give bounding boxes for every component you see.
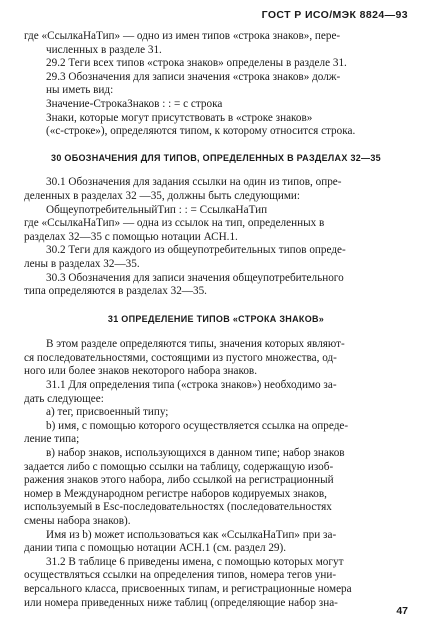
text-line: лены в разделах 32—35. [24,257,140,270]
page-number: 47 [396,605,408,617]
text-line: 29.2 Теги всех типов «строка знаков» определены в разделе 31. [46,57,347,70]
text-line: ражения знаков этого набора, либо ссылкой на регистрационный [24,474,334,487]
text-line: где «СсылкаНаТип» — одна из ссылок на тип, определенных в [24,217,325,230]
text-line: деленных в разделах 32 —35, должны быть следующими: [24,189,301,202]
text-line: Значение-СтрокаЗнаков : : = с строка [46,97,223,110]
text-line: осуществляться ссылки на определения типов, номера тегов уни- [24,569,337,582]
text-line: номер в Международном регистре наборов кодируемых знаков, [24,487,327,500]
text-line: версального класса, присвоенных типам, и регистрационные номера [24,582,352,595]
text-line: 31.2 В таблице 6 приведены имена, с помощью которых могут [46,555,344,568]
text-line: используемый в Esc-последовательностях (последовательностях [24,501,332,514]
section-31-heading: 31 ОПРЕДЕЛЕНИЕ ТИПОВ «СТРОКА ЗНАКОВ» [107,313,325,324]
text-line: («с-строке»), определяются типом, к которому относится строка. [46,125,356,138]
text-line: или номера приведенных ниже таблиц (определяющие набор зна- [24,596,338,609]
list-item: а) тег, присвоенный типу; [46,406,169,419]
text-line: Знаки, которые могут присутствовать в «строке знаков» [46,111,313,124]
text-line: ны иметь вид: [46,84,114,97]
text-line: смены набора знаков). [24,515,131,527]
list-item: b) имя, с помощью которого осуществляется ссылка на опреде- [46,419,349,432]
text-line: 30.1 Обозначения для задания ссылки на один из типов, опре- [46,176,342,189]
text-line: численных в разделе 31. [46,43,162,56]
text-line: ОбщеупотребительныйТип : : = СсылкаНаТип [46,203,268,216]
text-line: В этом разделе определяются типы, значения которых являют- [46,338,345,351]
text-line: дать следующее: [24,392,104,405]
list-item: в) набор знаков, использующихся в данном типе; набор знаков [46,447,345,460]
text-line: типа определяются в разделах 32—35. [24,285,207,298]
text-line: ление типа; [24,433,80,446]
text-line: ного или более знаков некоторого набора знаков. [24,365,257,378]
text-line: Имя из b) может использоваться как «СсылкаНаТип» при за- [46,528,337,541]
text-line: разделах 32—35 с помощью нотации АСН.1. [24,230,238,243]
standard-header: ГОСТ Р ИСО/МЭК 8824—93 [261,9,408,21]
text-line: где «СсылкаНаТип» — одно из имен типов «строка знаков», пере- [24,30,341,42]
text-line: 30.2 Теги для каждого из общеупотребительных типов опреде- [46,244,346,257]
text-line: 29.3 Обозначения для записи значения «строка знаков» долж- [46,70,341,83]
text-line: дании типа с помощью нотации АСН.1 (см. раздел 29). [24,542,287,555]
section-30-heading: 30 ОБОЗНАЧЕНИЯ ДЛЯ ТИПОВ, ОПРЕДЕЛЕННЫХ В РАЗДЕЛАХ 32—35 [51,152,381,163]
text-line: 31.1 Для определения типа («строка знаков») необходимо за- [46,379,337,392]
text-line: ся последовательностями, состоящими из пустого множества, од- [24,351,337,364]
text-line: задается либо с помощью ссылки на таблицу, содержащую изоб- [24,460,334,473]
text-line: 30.3 Обозначения для записи значения общеупотребительного [46,271,344,284]
page-body [24,30,408,610]
